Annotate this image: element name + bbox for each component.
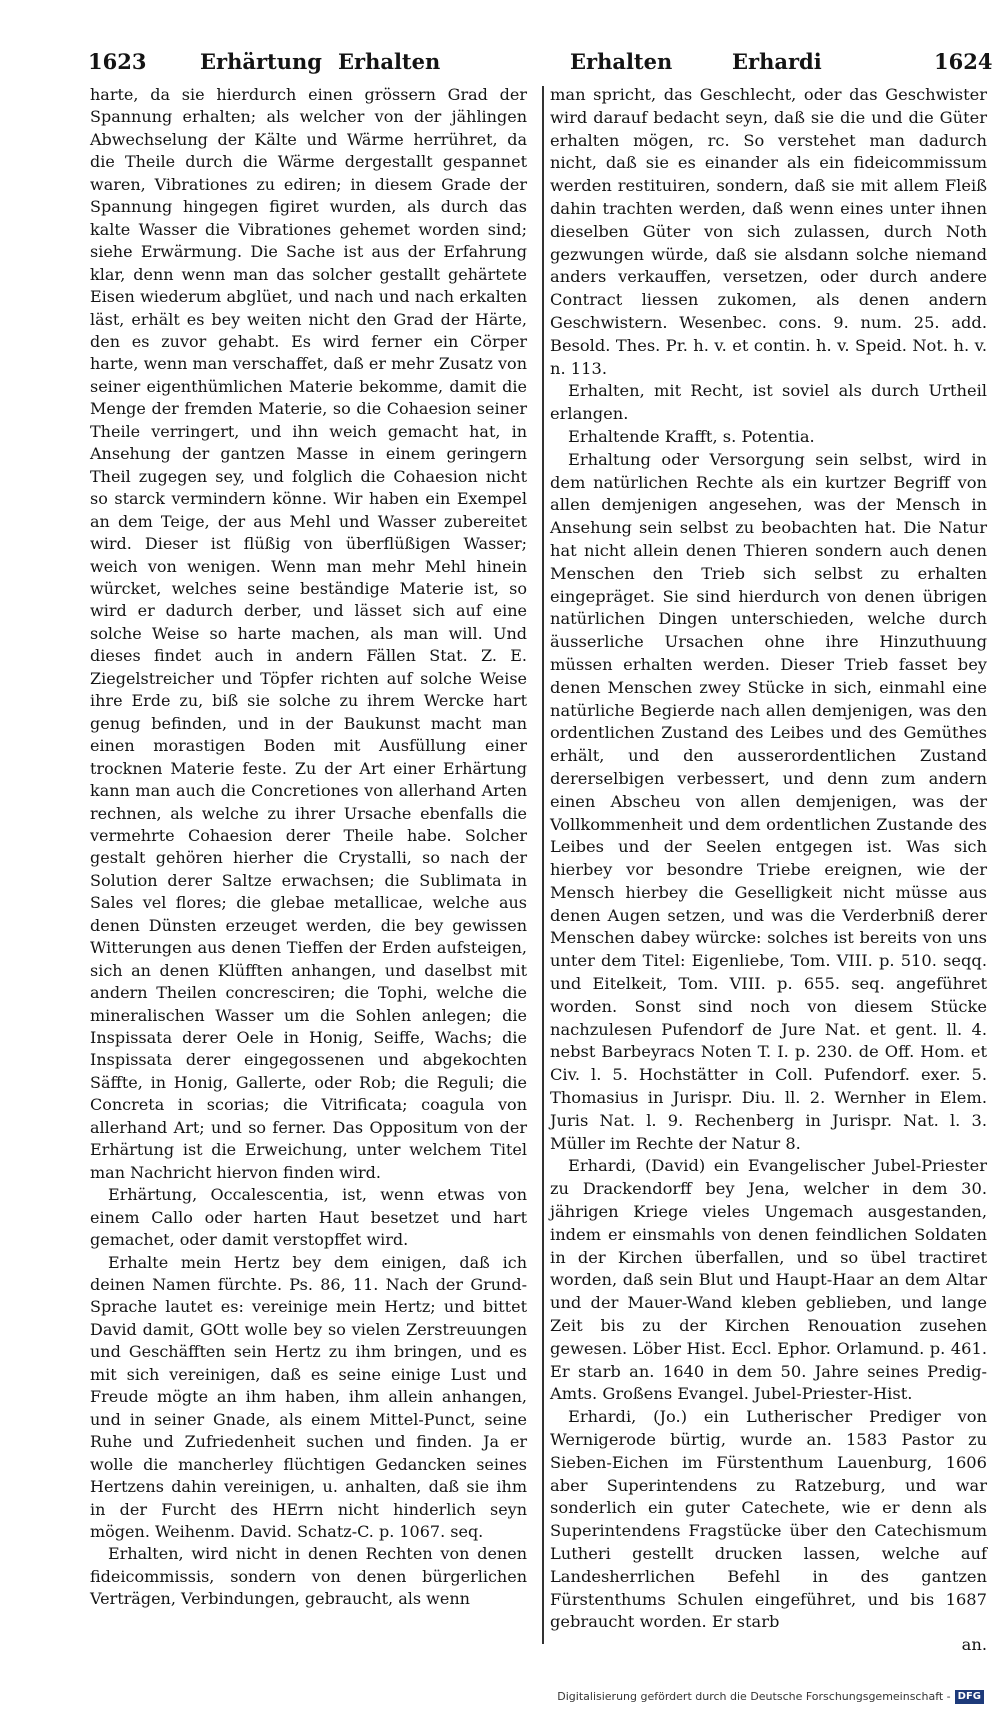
dfg-logo: DFG: [955, 1690, 984, 1704]
catchword: an.: [961, 1635, 987, 1655]
entry-erhalten-mit-recht: Erhalten, mit Recht, ist soviel als durch Urtheil erlangen.: [550, 381, 987, 424]
running-head-right-2: Erhardi: [732, 49, 822, 74]
footer-text: Digitalisierung gefördert durch die Deutsche Forschungsgemeinschaft -: [557, 1690, 951, 1703]
paragraph-erhalten-continuation: man spricht, das Geschlecht, oder das Geschwister wird darauf bedacht seyn, daß sie die und die Güter erhalten mögen, rc. So verstehet man dadurch nicht, daß sie es einander als ein fideicommissum werden restituiren, sondern, daß sie mit allem Fleiß dahin trachten werden, daß wenn eines unter ihnen dieselben Güter von sich zulassen, durch Noth gezwungen würde, daß sie alsdann solche niemand anders verkauffen, versetzen, oder durch andere Contract liessen zukomen, als denen andern Geschwistern. Wesenbec. cons. 9. num. 25. add. Besold. Thes. Pr. h. v. et contin. h. v. Speid. Not. h. v. n. 113.: [550, 85, 987, 378]
left-column: [90, 84, 527, 1611]
entry-erhaertung-occalescentia: Erhärtung, Occalescentia, ist, wenn etwas von einem Callo oder harten Haut besetzet und hart gemachet, oder damit verstopffet wird.: [90, 1185, 527, 1250]
running-head-right-1: Erhalten: [570, 49, 673, 74]
page-number-left: 1623: [88, 49, 147, 74]
running-head-left-2: Erhalten: [338, 49, 441, 74]
running-head-left-1: Erhärtung: [200, 49, 322, 74]
paragraph-erhaertung-continuation: harte, da sie hierdurch einen grössern Grad der Spannung erhalten; als welcher von der jählingen Abwechselung der Kälte und Wärme herrühret, da die Theile durch die Wärme dergestallt gespannet waren, Vibrationes zu ediren; in diesem Grade der Spannung hingegen figiret wurden, als durch das kalte Wasser die Vibrationes gehemet worden sind; siehe Erwärmung. Die Sache ist aus der Erfahrung klar, denn wenn man das solcher gestallt gehärtete Eisen wiederum abglüet, und nach und nach erkalten läst, erhält es bey weiten nicht den Grad der Härte, den es zuvor gehabt. Es wird ferner ein Cörper harte, wenn man verschaffet, daß er mehr Zusatz von seiner eigenthümlichen Materie bekomme, damit die Menge der fremden Materie, so die Cohaesion seiner Theile verringert, und ihn weich gemacht hat, in Ansehung der gantzen Masse in einem geringern Theil zugegen sey, und folglich die Cohaesion nicht so starck vermindern könne. Wir haben ein Exempel an dem Teige, der aus Mehl und Wasser zubereitet wird. Dieser ist flüßig von überflüßigen Wasser; weich von wenigen. Wenn man mehr Mehl hinein würcket, welches seine beständige Materie ist, so wird er dadurch derber, und lässet sich auf eine solche Weise so harte machen, als man will. Und dieses findet auch in andern Fällen Stat. Z. E. Ziegelstreicher und Töpfer richten auf solche Weise ihre Erde zu, biß sie solche zu ihrem Wercke hart genug befinden, und in der Baukunst macht man einen morastigen Boden mit Ausfüllung einer trocknen Materie feste. Zu der Art einer Erhärtung kann man auch die Concretiones von allerhand Arten rechnen, als welche zu ihrer Ursache ebenfalls die vermehrte Cohaesion derer Theile habe. Solcher gestalt gehören hierher die Crystalli, so nach der Solution derer Saltze erwachsen; die Sublimata in Sales vel flores; die glebae metallicae, welche aus denen Dünsten erzeuget werden, die bey gewissen Witterungen aus denen Tieffen der Erden aufsteigen, sich an denen Klüfften anhangen, und daselbst mit andern Theilen concresciren; die Tophi, welche die mineralischen Wasser um die Sohlen anlegen; die Inspissata derer Oele in Honig, Seiffe, Wachs; die Inspissata derer eingegossenen und abgekochten Säffte, in Honig, Gallerte, oder Rob; die Reguli; die Concreta in scorias; die Vitrificata; coagula von allerhand Art; und so ferner. Das Oppositum von der Erhärtung ist die Erweichung, unter welchem Titel man Nachricht hiervon finden wird.: [90, 85, 527, 1182]
digitization-footer: [557, 1690, 984, 1704]
entry-erhardi-jo: Erhardi, (Jo.) ein Lutherischer Prediger von Wernigerode bürtig, wurde an. 1583 Pastor zu Sieben-Eichen im Fürstenthum Lauenburg, 1606 aber Superintendens zu Ratzeburg, und war sonderlich ein guter Catechete, wie er denn als Superintendens Fragstücke über den Catechismum Lutheri gestellt drucken lassen, welche auf Landesherrlichen Befehl in des gantzen Fürstenthums Schulen eingeführet, und bis 1687 gebraucht worden. Er starb: [550, 1407, 987, 1632]
page-number-right: 1624: [934, 49, 993, 74]
entry-erhaltende-krafft: Erhaltende Krafft, s. Potentia.: [568, 426, 815, 446]
entry-erhalten: Erhalten, wird nicht in denen Rechten von denen fideicommissis, sondern von denen bürgerlichen Verträgen, Verbindungen, gebraucht, als wenn: [90, 1544, 527, 1609]
entry-erhardi-david: Erhardi, (David) ein Evangelischer Jubel-Priester zu Drackendorff bey Jena, welcher in dem 30. jährigen Kriege vieles Ungemach ausgestanden, indem er einsmahls von denen feindlichen Soldaten in der Kirchen überfallen, und so übel tractiret worden, daß sein Blut und Haupt-Haar an dem Altar und der Mauer-Wand kleben geblieben, und lange Zeit bis zu der Kirchen Renouation zusehen gewesen. Löber Hist. Eccl. Ephor. Orlamund. p. 461. Er starb an. 1640 in dem 50. Jahre seines Predig-Amts. Großens Evangel. Jubel-Priester-Hist.: [550, 1156, 987, 1404]
entry-erhalte-mein-hertz: Erhalte mein Hertz bey dem einigen, daß ich deinen Namen fürchte. Ps. 86, 11. Nach der Grund-Sprache lautet es: vereinige mein Hertz; und bittet David damit, GOtt wolle bey so vielen Zerstreuungen und Geschäfften sein Hertz zu ihm bringen, und es mit sich vereinigen, daß es seine einige Lust und Freude mögte an ihm haben, ihm allein anhangen, und in seiner Gnade, als einem Mittel-Punct, seine Ruhe und Zufriedenheit suchen und finden. Ja er wolle die mancherley flüchtigen Gedancken seines Hertzens dahin vereinigen, u. anhalten, daß sie ihm in der Furcht des HErrn nicht hinderlich seyn mögen. Weihenm. David. Schatz-C. p. 1067. seq.: [90, 1252, 527, 1541]
right-column: [550, 84, 987, 1657]
entry-erhaltung-oder-versorgung: Erhaltung oder Versorgung sein selbst, wird in dem natürlichen Rechte als ein kurtzer Begriff von allen demjenigen angesehen, was der Mensch in Ansehung sein selbst zu beobachten hat. Die Natur hat nicht allein denen Thieren sondern auch denen Menschen den Trieb sich selbst zu erhalten eingepräget. Sie sind hierdurch von denen übrigen natürlichen Dingen unterschieden, welche durch äusserliche Ursachen ohne ihre Hinzuthuung müssen erhalten werden. Dieser Trieb fasset bey denen Menschen zwey Stücke in sich, einmahl eine natürliche Begierde nach allen demjenigen, was den ordentlichen Zustand des Leibes und des Gemüthes erhält, und den ausserordentlichen Zustand dererselbigen verbessert, und denn zum andern einen Abscheu von allen demjenigen, was der Vollkommenheit und dem ordentlichen Zustande des Leibes und der Seelen entgegen ist. Was sich hierbey vor besondre Triebe ereignen, wie der Mensch hierbey die Geselligkeit nicht müsse aus denen Augen setzen, und was die Verderbniß derer Menschen dabey würcke: solches ist bereits von uns unter dem Titel: Eigenliebe, Tom. VIII. p. 510. seqq. und Eitelkeit, Tom. VIII. p. 655. seq. angeführet worden. Sonst sind noch von diesem Stücke nachzulesen Pufendorf de Jure Nat. et gent. ll. 4. nebst Barbeyracs Noten T. I. p. 230. de Off. Hom. et Civ. l. 5. Hochstätter in Coll. Pufendorf. exer. 5. Thomasius in Jurispr. Diu. ll. 2. Wernher in Elem. Juris Nat. l. 9. Rechenberg in Jurispr. Nat. l. 3. Müller im Rechte der Natur 8.: [550, 449, 987, 1153]
column-divider: [542, 86, 544, 1644]
